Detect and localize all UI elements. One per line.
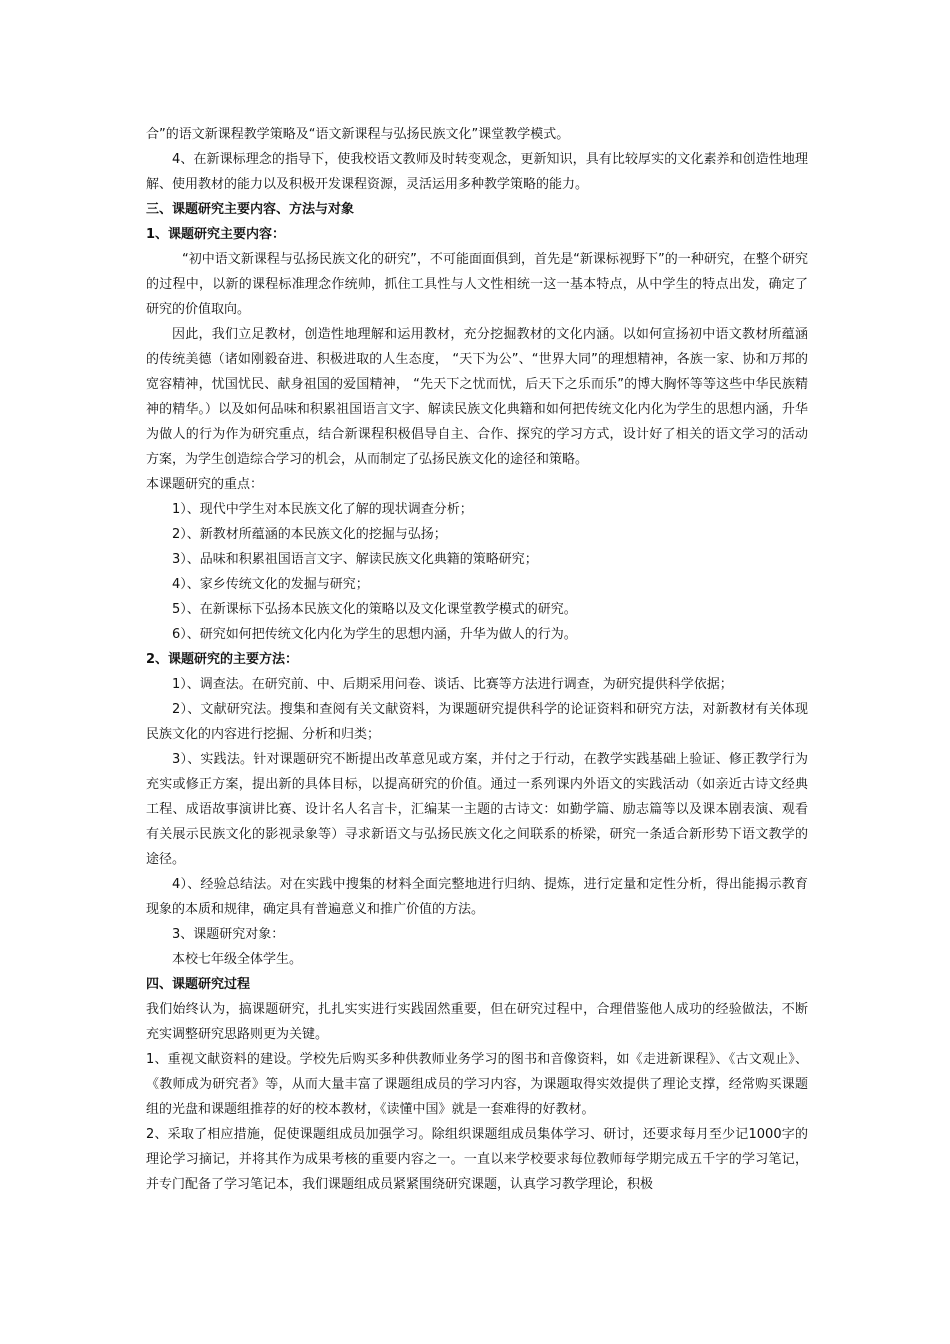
list-item: 4）、家乡传统文化的发掘与研究； bbox=[172, 577, 369, 592]
list-item: 1）、现代中学生对本民族文化了解的现状调查分析； bbox=[172, 502, 473, 517]
list-item: 5）、在新课标下弘扬本民族文化的策略以及文化课堂教学模式的研究。 bbox=[172, 602, 577, 617]
paragraph: 4、在新课标理念的指导下，使我校语文教师及时转变观念，更新知识，具有比较厚实的文化素养和创造性地理解、使用教材的能力以及积极开发课程资源，灵活运用多种教学策略的能力。 bbox=[146, 152, 808, 192]
list-item: 6）、研究如何把传统文化内化为学生的思想内涵，升华为做人的行为。 bbox=[172, 627, 577, 642]
paragraph: 2、采取了相应措施，促使课题组成员加强学习。除组织课题组成员集体学习、研讨，还要求每月至少记1000字的理论学习摘记，并将其作为成果考核的重要内容之一。一直以来学校要求每位教师每学期完成五千字的学习笔记，并专门配备了学习笔记本，我们课题组成员紧紧围绕研究课题，认真学习教学理论，积极 bbox=[146, 1127, 808, 1192]
list-item: 本校七年级全体学生。 bbox=[172, 952, 303, 967]
list-item: 2）、新教材所蕴涵的本民族文化的挖掘与弘扬； bbox=[172, 527, 447, 542]
document-page bbox=[146, 122, 808, 1197]
section-heading: 四、课题研究过程 bbox=[146, 977, 251, 992]
paragraph: 因此，我们立足教材，创造性地理解和运用教材，充分挖掘教材的文化内涵。以如何宣扬初中语文教材所蕴涵的传统美德（诸如刚毅奋进、积极进取的人生态度， “天下为公”、“世界大同”的理想精神，各族一家、协和万邦的宽容精神，忧国忧民、献身祖国的爱国精神， “先天下之忧而忧，后天下之乐而乐”的博大胸怀等等这些中华民族精神的精华。）以及如何品味和积累祖国语言文字、解读民族文化典籍和如何把传统文化内化为学生的思想内涵，升华为做人的行为作为研究重点，结合新课程积极倡导自主、合作、探究的学习方式，设计好了相关的语文学习的活动方案，为学生创造综合学习的机会，从而制定了弘扬民族文化的途径和策略。 bbox=[146, 327, 808, 467]
list-item: 3、课题研究对象： bbox=[172, 927, 285, 942]
paragraph: 合”的语文新课程教学策略及“语文新课程与弘扬民族文化”课堂教学模式。 bbox=[146, 127, 570, 142]
paragraph: 4）、经验总结法。对在实践中搜集的材料全面完整地进行归纳、提炼，进行定量和定性分析，得出能揭示教育现象的本质和规律，确定具有普遍意义和推广价值的方法。 bbox=[146, 877, 808, 917]
paragraph: 1、重视文献资料的建设。学校先后购买多种供教师业务学习的图书和音像资料，如《走进新课程》、《古文观止》、《教师成为研究者》等，从而大量丰富了课题组成员的学习内容，为课题取得实效提供了理论支撑，经常购买课题组的光盘和课题组推荐的好的校本教材，《读懂中国》就是一套难得的好教材。 bbox=[146, 1052, 808, 1117]
subsection-heading: 2、课题研究的主要方法： bbox=[146, 652, 299, 667]
paragraph: “初中语文新课程与弘扬民族文化的研究”，不可能面面俱到，首先是“新课标视野下”的一种研究，在整个研究的过程中，以新的课程标准理念作统帅，抓住工具性与人文性相统一这一基本特点，从中学生的特点出发，确定了研究的价值取向。 bbox=[146, 252, 808, 317]
subsection-heading: 1、课题研究主要内容： bbox=[146, 227, 286, 242]
list-item: 3）、品味和积累祖国语言文字、解读民族文化典籍的策略研究； bbox=[172, 552, 538, 567]
paragraph: 我们始终认为，搞课题研究，扎扎实实进行实践固然重要，但在研究过程中，合理借鉴他人成功的经验做法，不断充实调整研究思路则更为关键。 bbox=[146, 1002, 808, 1042]
paragraph: 本课题研究的重点： bbox=[146, 477, 264, 492]
paragraph: 2）、文献研究法。搜集和查阅有关文献资料，为课题研究提供科学的论证资料和研究方法，对新教材有关体现民族文化的内容进行挖掘、分析和归类； bbox=[146, 702, 808, 742]
list-item: 1）、调查法。在研究前、中、后期采用问卷、谈话、比赛等方法进行调查，为研究提供科学依据； bbox=[172, 677, 733, 692]
paragraph: 3）、实践法。针对课题研究不断提出改革意见或方案，并付之于行动，在教学实践基础上验证、修正教学行为充实或修正方案，提出新的具体目标，以提高研究的价值。通过一系列课内外语文的实践活动（如亲近古诗文经典工程、成语故事演讲比赛、设计名人名言卡，汇编某一主题的古诗文：如勤学篇、励志篇等以及课本剧表演、观看有关展示民族文化的影视录象等）寻求新语文与弘扬民族文化之间联系的桥梁，研究一条适合新形势下语文教学的途径。 bbox=[146, 752, 808, 867]
section-heading: 三、课题研究主要内容、方法与对象 bbox=[146, 202, 355, 217]
